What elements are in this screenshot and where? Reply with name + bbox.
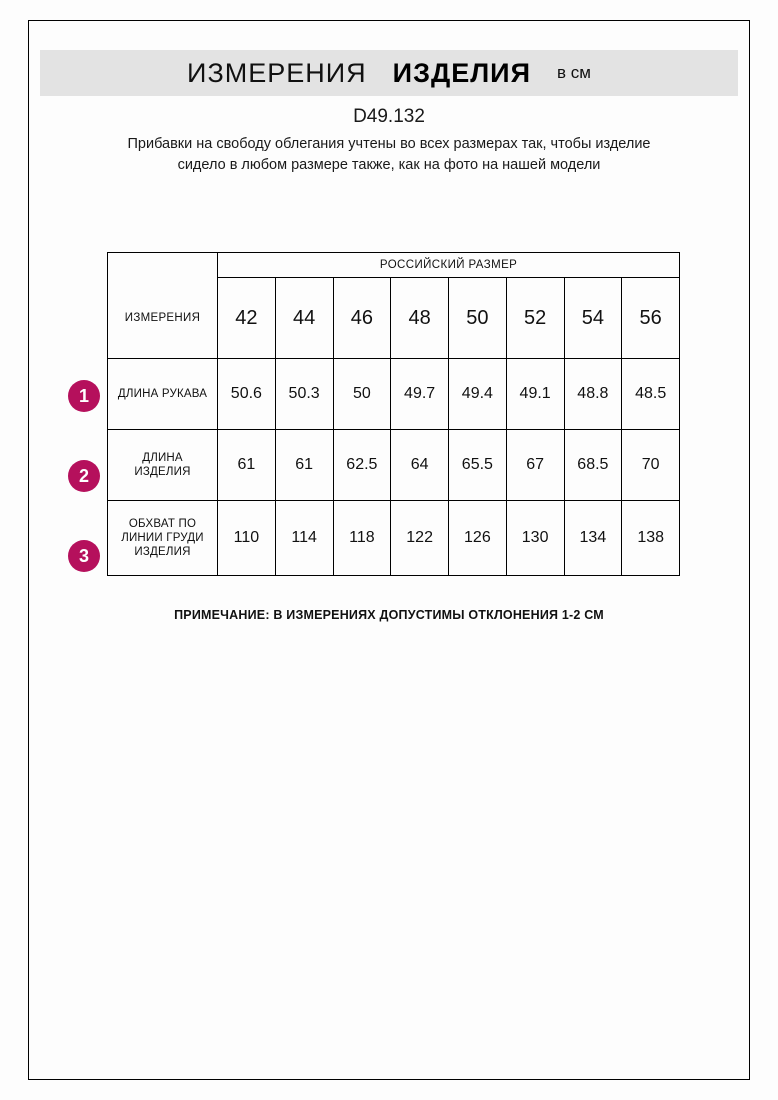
measurements-table — [107, 252, 680, 576]
header-title-product: ИЗДЕЛИЯ — [392, 57, 531, 88]
measurements-table-wrap — [107, 252, 679, 576]
value-cell: 50.6 — [218, 359, 276, 430]
size-cell: 56 — [622, 278, 680, 359]
size-cell: 42 — [218, 278, 276, 359]
value-cell: 118 — [333, 501, 391, 576]
value-cell: 49.1 — [506, 359, 564, 430]
value-cell: 62.5 — [333, 430, 391, 501]
value-cell: 49.7 — [391, 359, 449, 430]
value-cell: 114 — [275, 501, 333, 576]
size-cell: 46 — [333, 278, 391, 359]
table-row — [108, 430, 680, 501]
document-content — [28, 20, 750, 1080]
row-label-chest-girth: ОБХВАТ ПО ЛИНИИ ГРУДИ ИЗДЕЛИЯ — [108, 501, 218, 576]
row-label-sleeve-length: ДЛИНА РУКАВА — [108, 359, 218, 430]
table-row — [108, 501, 680, 576]
measurement-badge-1: 1 — [68, 380, 100, 412]
header-units: в см — [557, 63, 591, 82]
table-row — [108, 359, 680, 430]
note-text: ПРИМЕЧАНИЕ: В ИЗМЕРЕНИЯХ ДОПУСТИМЫ ОТКЛОНЕНИЯ 1-2 СМ — [174, 608, 604, 622]
table-row-group-header — [108, 253, 680, 278]
description-text: Прибавки на свободу облегания учтены во всех размерах так, чтобы изделие сидело в любом размере также, как на фото на нашей модели — [127, 136, 651, 173]
header-title-measurements: ИЗМЕРЕНИЯ — [187, 57, 367, 88]
measurement-badge-3: 3 — [68, 540, 100, 572]
value-cell: 126 — [449, 501, 507, 576]
value-cell: 49.4 — [449, 359, 507, 430]
value-cell: 130 — [506, 501, 564, 576]
value-cell: 61 — [218, 430, 276, 501]
value-cell: 65.5 — [449, 430, 507, 501]
value-cell: 50 — [333, 359, 391, 430]
size-cell: 54 — [564, 278, 622, 359]
size-cell: 50 — [449, 278, 507, 359]
value-cell: 48.5 — [622, 359, 680, 430]
measurements-header: ИЗМЕРЕНИЯ — [108, 278, 218, 359]
table-row-sizes — [108, 278, 680, 359]
measurement-badge-2: 2 — [68, 460, 100, 492]
header-banner-text — [40, 50, 738, 96]
value-cell: 48.8 — [564, 359, 622, 430]
size-group-header: РОССИЙСКИЙ РАЗМЕР — [218, 253, 680, 278]
value-cell: 61 — [275, 430, 333, 501]
value-cell: 138 — [622, 501, 680, 576]
size-cell: 44 — [275, 278, 333, 359]
value-cell: 122 — [391, 501, 449, 576]
size-cell: 48 — [391, 278, 449, 359]
value-cell: 67 — [506, 430, 564, 501]
article-code: D49.132 — [353, 106, 425, 127]
value-cell: 110 — [218, 501, 276, 576]
row-label-product-length: ДЛИНА ИЗДЕЛИЯ — [108, 430, 218, 501]
value-cell: 70 — [622, 430, 680, 501]
value-cell: 50.3 — [275, 359, 333, 430]
value-cell: 134 — [564, 501, 622, 576]
value-cell: 68.5 — [564, 430, 622, 501]
value-cell: 64 — [391, 430, 449, 501]
size-cell: 52 — [506, 278, 564, 359]
corner-cell — [108, 253, 218, 278]
